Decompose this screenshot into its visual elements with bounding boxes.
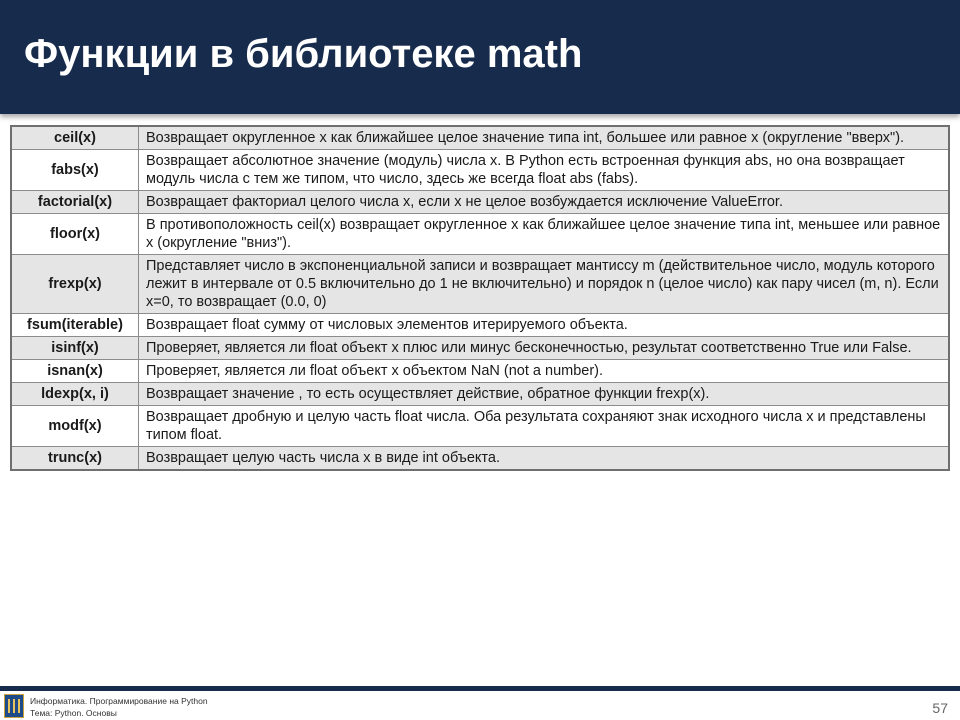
function-name: floor(x) (11, 214, 139, 255)
table-row (11, 214, 949, 255)
footer-topic: Тема: Python. Основы (30, 708, 117, 718)
function-description: Возвращает округленное x как ближайшее целое значение типа int, большее или равное x (округление "вверх"). (139, 126, 950, 150)
table-row (11, 406, 949, 447)
footer-divider (0, 686, 960, 691)
footer-info (30, 695, 208, 719)
function-name: isinf(x) (11, 337, 139, 360)
function-name: fsum(iterable) (11, 314, 139, 337)
table-row (11, 126, 949, 150)
function-description: Возвращает дробную и целую часть float числа. Оба результата сохраняют знак исходного числа x и представлены типом float. (139, 406, 950, 447)
footer-course: Информатика. Программирование на Python (30, 696, 208, 706)
table-row (11, 360, 949, 383)
slide-title: Функции в библиотеке math (24, 32, 583, 76)
slide-header (0, 0, 960, 122)
function-description: Возвращает абсолютное значение (модуль) числа x. В Python есть встроенная функция abs, но она возвращает модуль числа с тем же типом, что число, здесь же всегда float abs (fabs). (139, 150, 950, 191)
function-name: ceil(x) (11, 126, 139, 150)
function-description: В противоположность ceil(x) возвращает округленное x как ближайшее целое значение типа int, меньшее или равное x (округление "вниз"). (139, 214, 950, 255)
function-description: Возвращает факториал целого числа x, если x не целое возбуждается исключение ValueError. (139, 191, 950, 214)
function-name: factorial(x) (11, 191, 139, 214)
function-description: Представляет число в экспоненциальной записи и возвращает мантиссу m (действительное число, модуль которого лежит в интервале от 0.5 включительно до 1 не включительно) и порядок n (целое число) как пару чисел (m, n). Если x=0, то возвращает (0.0, 0) (139, 255, 950, 314)
function-name: modf(x) (11, 406, 139, 447)
page-number: 57 (932, 700, 948, 716)
function-description: Возвращает значение , то есть осуществляет действие, обратное функции frexp(x). (139, 383, 950, 406)
function-description: Проверяет, является ли float объект x плюс или минус бесконечностью, результат соответственно True или False. (139, 337, 950, 360)
function-description: Проверяет, является ли float объект x объектом NaN (not a number). (139, 360, 950, 383)
table-row (11, 337, 949, 360)
function-description: Возвращает float сумму от числовых элементов итерируемого объекта. (139, 314, 950, 337)
table-row (11, 255, 949, 314)
function-name: isnan(x) (11, 360, 139, 383)
function-name: trunc(x) (11, 447, 139, 471)
functions-table (10, 125, 950, 471)
table-row (11, 150, 949, 191)
table-row (11, 447, 949, 471)
function-name: fabs(x) (11, 150, 139, 191)
function-description: Возвращает целую часть числа x в виде int объекта. (139, 447, 950, 471)
university-logo-icon (4, 694, 24, 718)
function-name: frexp(x) (11, 255, 139, 314)
table-row (11, 383, 949, 406)
table-row (11, 191, 949, 214)
function-name: ldexp(x, i) (11, 383, 139, 406)
table-row (11, 314, 949, 337)
